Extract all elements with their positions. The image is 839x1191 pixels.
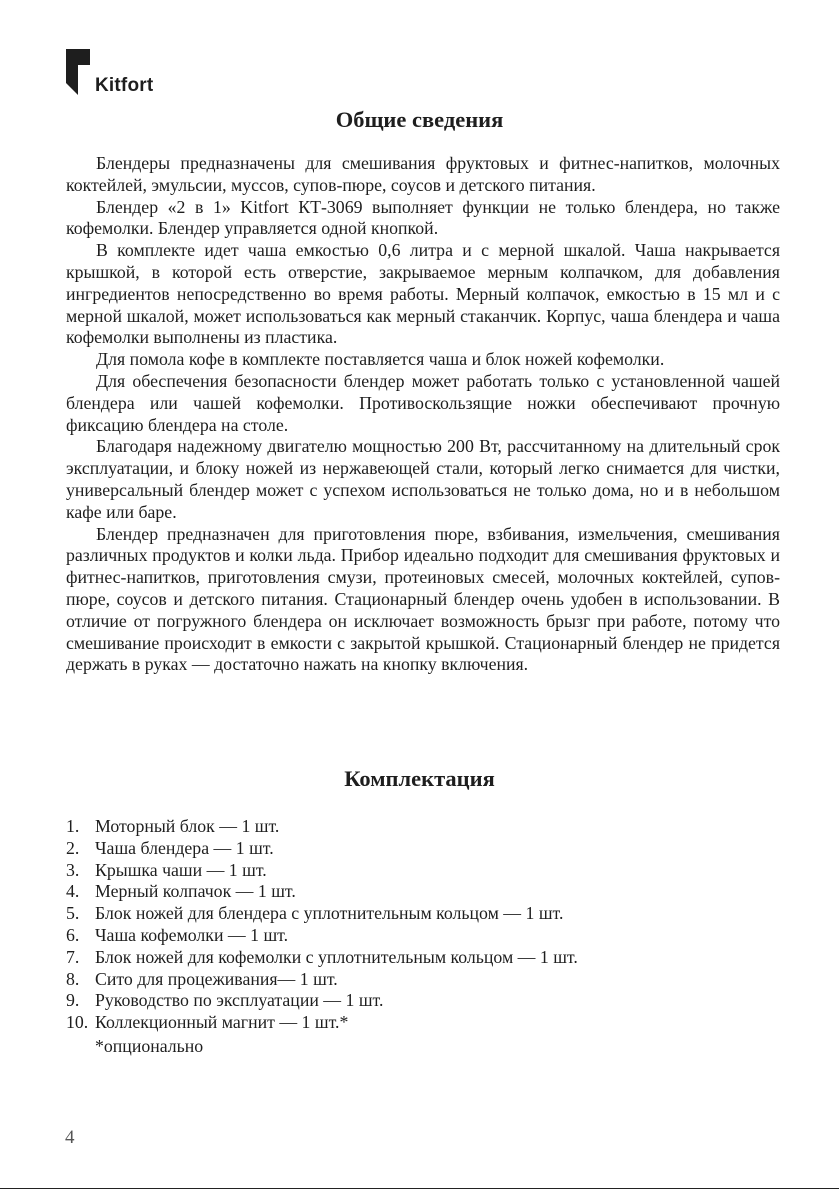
list-item (66, 1012, 766, 1034)
page-number: 4 (65, 1127, 75, 1148)
list-item-text: Сито для процеживания— 1 шт. (95, 968, 338, 989)
paragraph: Блендер «2 в 1» Kitfort КТ-3069 выполняет функции не только блендера, но также кофемолки. Блендер управляется одной кнопкой. (66, 196, 780, 239)
general-body (66, 153, 780, 676)
kit-list (66, 816, 766, 1034)
paragraph: В комплекте идет чаша емкостью 0,6 литра и с мерной шкалой. Чаша накрывается крышкой, в которой есть отверстие, закрываемое мерным колпачком, для добавления ингредиентов непосредственно во время работы. Мерный колпачок, емкостью в 15 мл и с мерной шкалой, может использоваться как мерный стаканчик. Корпус, чаша блендера и чаша кофемолки выполнены из пластика. (66, 240, 780, 348)
list-item-number: 7. (66, 946, 80, 967)
kit-footnote: *опционально (95, 1036, 204, 1056)
list-item-number: 5. (66, 903, 80, 924)
list-item-number: 10. (66, 1012, 89, 1033)
list-item-text: Блок ножей для блендера с уплотнительным кольцом — 1 шт. (95, 903, 564, 924)
paragraph: Блендер предназначен для приготовления пюре, взбивания, измельчения, смешивания различных продуктов и колки льда. Прибор идеально подходит для смешивания фруктовых и фитнес-напитков, приготовления смузи, протеиновых смесей, молочных коктейлей, супов-пюре, соусов и детского питания. Стационарный блендер очень удобен в использовании. В отличие от погружного блендера он исключает возможность брызг при работе, потому что смешивание происходит в емкости с закрытой крышкой. Стационарный блендер не придется держать в руках — достаточно нажать на кнопку включения. (66, 523, 780, 675)
list-item-text: Мерный колпачок — 1 шт. (95, 881, 296, 902)
list-item-text: Руководство по эксплуатации — 1 шт. (95, 990, 384, 1011)
list-item (66, 969, 766, 991)
list-item (66, 947, 766, 969)
list-item-number: 3. (66, 859, 80, 880)
list-item-number: 2. (66, 837, 80, 858)
brand-logo (66, 49, 186, 99)
list-item-number: 6. (66, 924, 80, 945)
paragraph: Для помола кофе в комплекте поставляется чаша и блок ножей кофемолки. (96, 349, 665, 370)
list-item-text: Чаша блендера — 1 шт. (95, 837, 274, 858)
list-item-text: Коллекционный магнит — 1 шт.* (95, 1012, 349, 1033)
list-item-text: Моторный блок — 1 шт. (95, 816, 280, 836)
list-item-number: 8. (66, 968, 80, 989)
list-item-text: Блок ножей для кофемолки с уплотнительным кольцом — 1 шт. (95, 946, 578, 967)
list-item (66, 860, 766, 882)
list-item (66, 881, 766, 903)
list-item (66, 838, 766, 860)
list-item-number: 4. (66, 881, 80, 902)
section-title-general: Общие сведения (335, 107, 504, 132)
paragraph: Благодаря надежному двигателю мощностью 200 Вт, рассчитанному на длительный срок эксплуатации, и блоку ножей из нержавеющей стали, который легко снимается для чистки, универсальный блендер может с успехом использоваться не только дома, но и в небольшом кафе или баре. (66, 436, 780, 522)
paragraph: Для обеспечения безопасности блендер может работать только с установленной чашей блендера или чашей кофемолки. Противоскользящие ножки обеспечивают прочную фиксацию блендера на столе. (66, 370, 780, 435)
paragraph: Блендеры предназначены для смешивания фруктовых и фитнес-напитков, молочных коктейлей, эмульсии, муссов, супов-пюре, соусов и детского питания. (66, 153, 780, 195)
list-item (66, 816, 766, 838)
list-item-text: Чаша кофемолки — 1 шт. (95, 924, 289, 945)
section-title-kit: Комплектация (344, 766, 495, 791)
list-item (66, 925, 766, 947)
brand-name: Kitfort (95, 75, 154, 96)
list-item (66, 990, 766, 1012)
list-item-number: 1. (66, 816, 80, 836)
kitfort-logo-icon (66, 49, 96, 99)
list-item (66, 903, 766, 925)
bottom-rule (0, 1188, 839, 1189)
list-item-number: 9. (66, 990, 80, 1011)
list-item-text: Крышка чаши — 1 шт. (95, 859, 267, 880)
